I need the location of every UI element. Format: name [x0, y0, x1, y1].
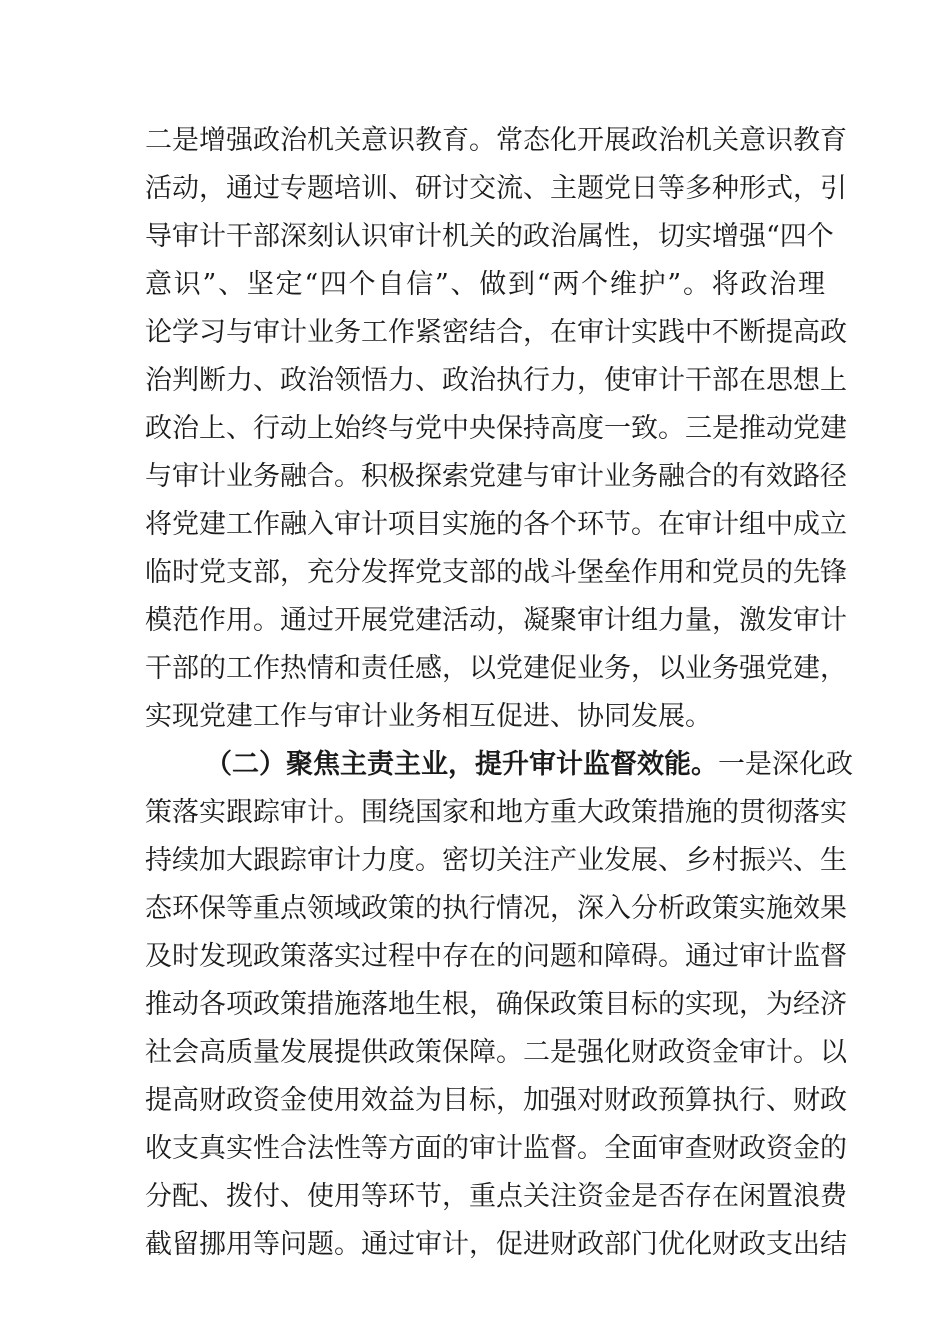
paragraph-line: 模范作用。通过开展党建活动，凝聚审计组力量，激发审计	[145, 605, 847, 636]
section-heading-continuation: 一是深化政	[718, 749, 853, 780]
paragraph-line: 活动，通过专题培训、研讨交流、主题党日等多种形式，引	[145, 173, 847, 204]
paragraph-line: 持续加大跟踪审计力度。密切关注产业发展、乡村振兴、生	[145, 845, 847, 876]
paragraph-line: 政治上、行动上始终与党中央保持高度一致。三是推动党建	[145, 413, 847, 444]
paragraph-line: 干部的工作热情和责任感，以党建促业务，以业务强党建，	[145, 653, 847, 684]
paragraph-line: 策落实跟踪审计。围绕国家和地方重大政策措施的贯彻落实	[145, 797, 847, 828]
paragraph-line: 提高财政资金使用效益为目标，加强对财政预算执行、财政	[145, 1085, 847, 1116]
paragraph-line: 临时党支部，充分发挥党支部的战斗堡垒作用和党员的先锋	[145, 557, 847, 588]
paragraph-line: 论学习与审计业务工作紧密结合，在审计实践中不断提高政	[145, 317, 847, 348]
paragraph-line: 态环保等重点领域政策的执行情况，深入分析政策实施效果	[145, 893, 847, 924]
paragraph-line: 意识”、坚定“四个自信”、做到“两个维护”。将政治理	[145, 269, 825, 300]
paragraph-line: 治判断力、政治领悟力、政治执行力，使审计干部在思想上	[145, 365, 847, 396]
paragraph-line: 截留挪用等问题。通过审计，促进财政部门优化财政支出结	[145, 1229, 847, 1260]
paragraph-line: 及时发现政策落实过程中存在的问题和障碍。通过审计监督	[145, 941, 847, 972]
section-heading-line	[205, 741, 853, 789]
section-heading: （二）聚焦主责主业，提升审计监督效能。	[205, 749, 718, 780]
paragraph-line: 将党建工作融入审计项目实施的各个环节。在审计组中成立	[145, 509, 847, 540]
paragraph-line: 二是增强政治机关意识教育。常态化开展政治机关意识教育	[145, 125, 847, 156]
paragraph-line: 与审计业务融合。积极探索党建与审计业务融合的有效路径	[145, 461, 847, 492]
paragraph-line: 导审计干部深刻认识审计机关的政治属性，切实增强“四个	[145, 221, 834, 252]
paragraph-line: 社会高质量发展提供政策保障。二是强化财政资金审计。以	[145, 1037, 847, 1068]
paragraph-line: 分配、拨付、使用等环节，重点关注资金是否存在闲置浪费	[145, 1181, 847, 1212]
paragraph-line: 收支真实性合法性等方面的审计监督。全面审查财政资金的	[145, 1133, 847, 1164]
paragraph-line: 推动各项政策措施落地生根，确保政策目标的实现，为经济	[145, 989, 847, 1020]
paragraph-line: 实现党建工作与审计业务相互促进、协同发展。	[145, 701, 712, 732]
